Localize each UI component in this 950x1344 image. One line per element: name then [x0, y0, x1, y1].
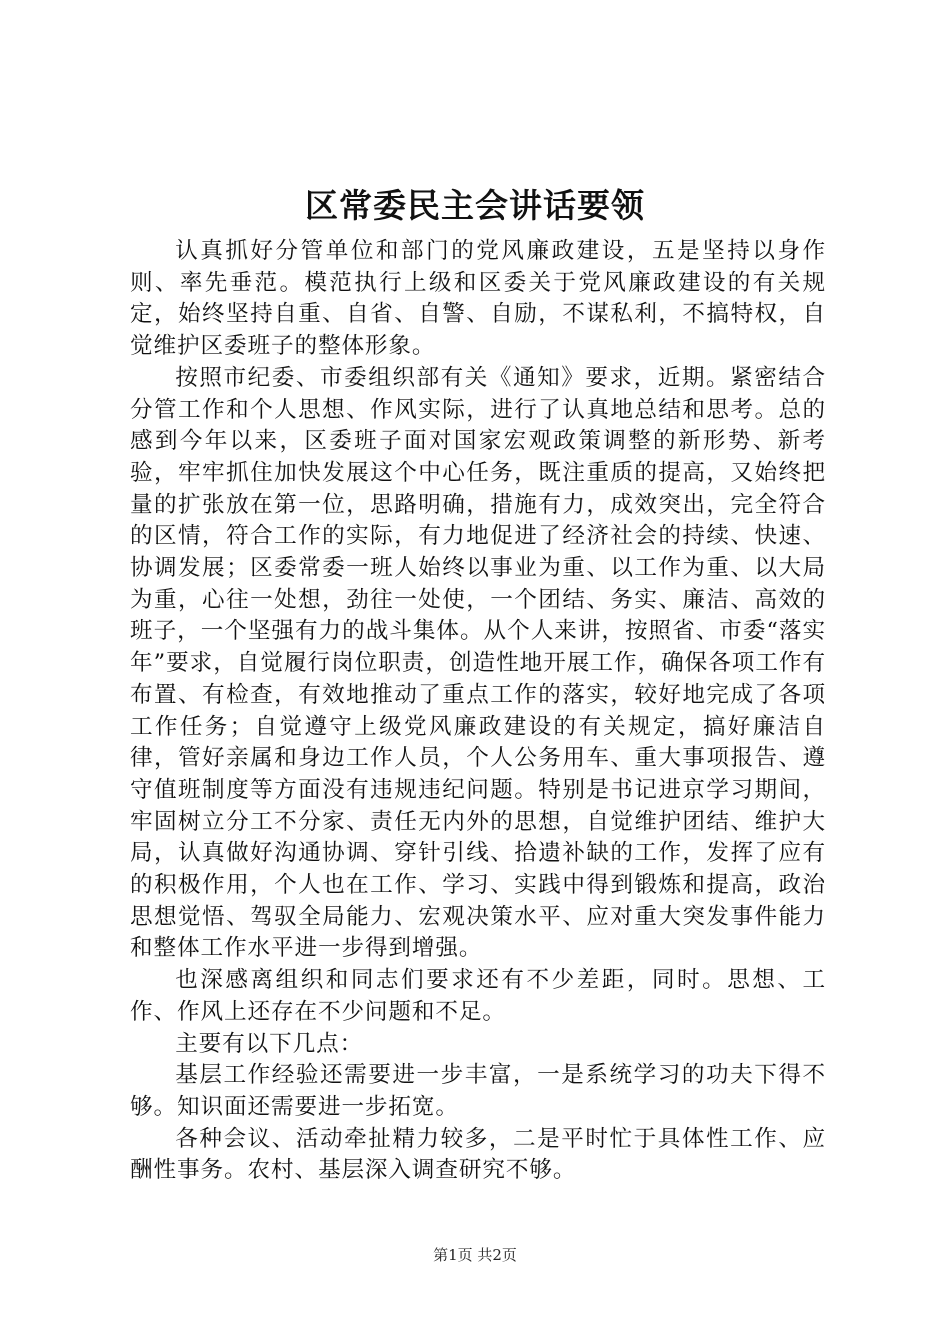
document-title: 区常委民主会讲话要领	[305, 186, 645, 225]
document-body	[130, 236, 826, 1187]
paragraph: 也深感离组织和同志们要求还有不少差距，同时。思想、工作、作风上还存在不少问题和不足。	[130, 967, 826, 1025]
paragraph: 主要有以下几点：	[175, 1030, 364, 1057]
paragraph: 基层工作经验还需要进一步丰富，一是系统学习的功夫下得不够。知识面还需要进一步拓宽。	[130, 1062, 826, 1120]
paragraph: 按照市纪委、市委组织部有关《通知》要求，近期。紧密结合分管工作和个人思想、作风实际，进行了认真地总结和思考。总的感到今年以来，区委班子面对国家宏观政策调整的新形势、新考验，牢牢抓住加快发展这个中心任务，既注重质的提高，又始终把量的扩张放在第一位，思路明确，措施有力，成效突出，完全符合的区情，符合工作的实际，有力地促进了经济社会的持续、快速、协调发展；区委常委一班人始终以事业为重、以工作为重、以大局为重，心往一处想，劲往一处使，一个团结、务实、廉洁、高效的班子，一个坚强有力的战斗集体。从个人来讲，按照省、市委“落实年”要求，自觉履行岗位职责，创造性地开展工作，确保各项工作有布置、有检查，有效地推动了重点工作的落实，较好地完成了各项工作任务；自觉遵守上级党风廉政建设的有关规定，搞好廉洁自律，管好亲属和身边工作人员，个人公务用车、重大事项报告、遵守值班制度等方面没有违规违纪问题。特别是书记进京学习期间，牢固树立分工不分家、责任无内外的思想，自觉维护团结、维护大局，认真做好沟通协调、穿针引线、拾遗补缺的工作，发挥了应有的积极作用，个人也在工作、学习、实践中得到锻炼和提高，政治思想觉悟、驾驭全局能力、宏观决策水平、应对重大突发事件能力和整体工作水平进一步得到增强。	[130, 364, 826, 962]
paragraph: 各种会议、活动牵扯精力较多，二是平时忙于具体性工作、应酬性事务。农村、基层深入调查研究不够。	[130, 1125, 826, 1184]
page-footer	[0, 1245, 950, 1265]
paragraph: 认真抓好分管单位和部门的党风廉政建设，五是坚持以身作则、率先垂范。模范执行上级和区委关于党风廉政建设的有关规定，始终坚持自重、自省、自警、自励，不谋私利，不搞特权，自觉维护区委班子的整体形象。	[130, 238, 826, 360]
page-indicator: 第1页 共2页	[433, 1246, 517, 1264]
